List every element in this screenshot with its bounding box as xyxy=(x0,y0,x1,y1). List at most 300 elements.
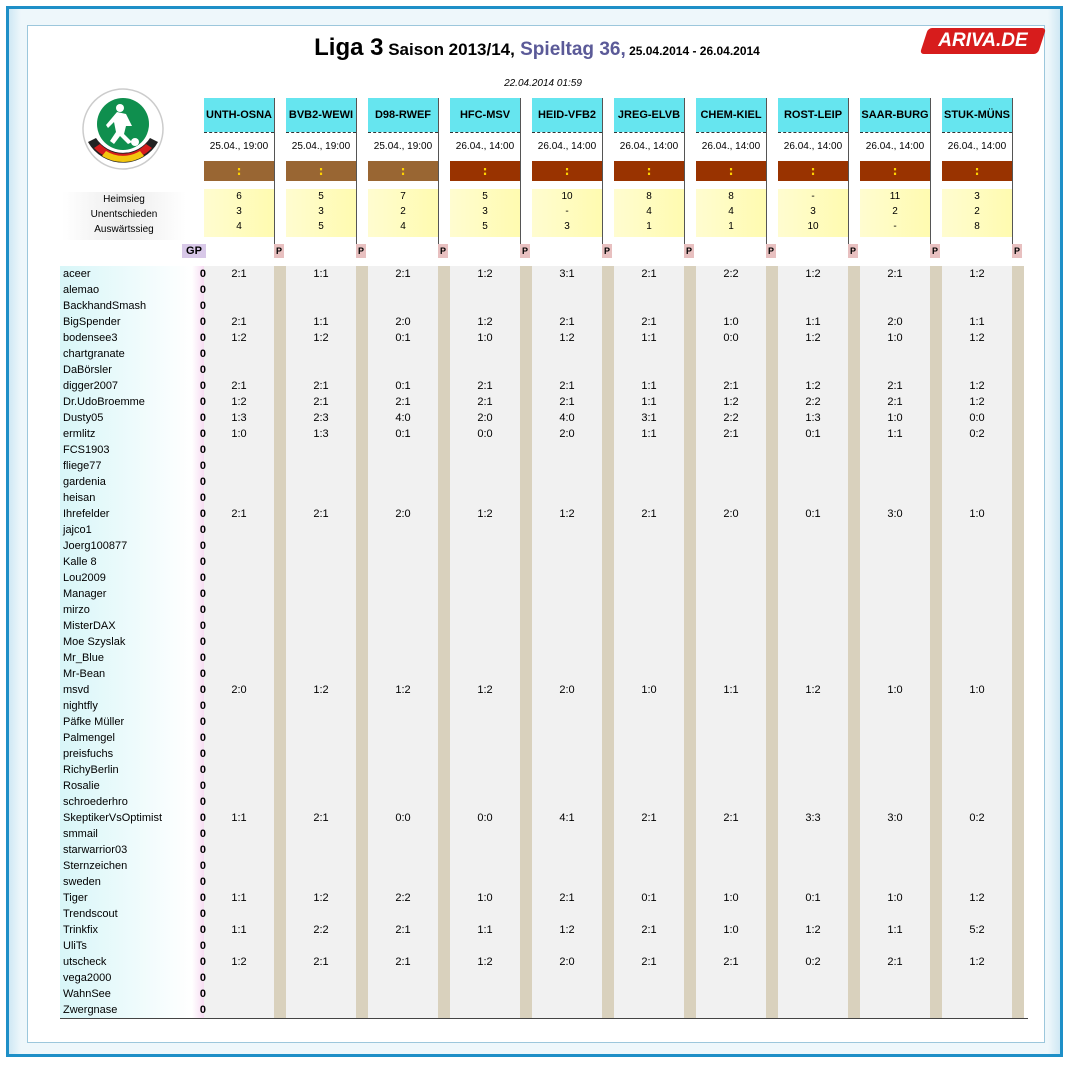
table-row xyxy=(60,490,1028,506)
liga3-logo-icon xyxy=(80,86,166,172)
tipp-cell: 1:2 xyxy=(969,892,985,904)
player-name[interactable]: aceer xyxy=(63,268,91,280)
ariva-logo[interactable] xyxy=(920,28,1046,54)
player-points: 0 xyxy=(199,636,206,648)
stat-draw-count: 2 xyxy=(400,206,406,217)
player-points: 0 xyxy=(199,524,206,536)
player-name[interactable]: Dusty05 xyxy=(63,412,104,424)
tipp-cell: 1:0 xyxy=(723,316,739,328)
table-row xyxy=(60,890,1028,906)
player-name[interactable]: BackhandSmash xyxy=(63,300,147,312)
tipp-cell: 2:1 xyxy=(395,396,411,408)
tipp-cell: 2:1 xyxy=(231,508,247,520)
stat-away-count: 10 xyxy=(807,221,819,232)
tipp-cell: 2:1 xyxy=(559,316,575,328)
match-code[interactable]: D98-RWEF xyxy=(368,98,438,132)
match-column xyxy=(286,98,356,237)
player-name[interactable]: digger2007 xyxy=(63,380,119,392)
player-name[interactable]: FCS1903 xyxy=(63,444,110,456)
table-row xyxy=(60,826,1028,842)
tipp-cell: 1:2 xyxy=(231,332,247,344)
match-tipp-stats xyxy=(286,189,356,237)
player-points: 0 xyxy=(199,924,206,936)
table-row xyxy=(60,874,1028,890)
tipp-cell: 1:1 xyxy=(477,924,493,936)
tipp-sheet xyxy=(27,25,1045,1043)
player-points: 0 xyxy=(199,956,206,968)
player-points: 0 xyxy=(199,284,206,296)
tipp-cell: 1:2 xyxy=(805,924,821,936)
tipp-cell: 1:1 xyxy=(641,332,657,344)
match-code[interactable]: ROST-LEIP xyxy=(778,98,848,132)
table-row xyxy=(60,650,1028,666)
match-tipp-stats xyxy=(860,189,930,237)
table-row xyxy=(60,554,1028,570)
tipp-cell: 2:1 xyxy=(559,396,575,408)
table-row xyxy=(60,970,1028,986)
player-name[interactable]: RichyBerlin xyxy=(63,764,119,776)
player-points: 0 xyxy=(199,732,206,744)
tipp-cell: 1:2 xyxy=(969,332,985,344)
match-code[interactable]: HEID-VFB2 xyxy=(532,98,602,132)
tipp-cell: 2:1 xyxy=(723,812,739,824)
timestamp: 22.04.2014 01:59 xyxy=(504,78,582,89)
stat-away-count: 5 xyxy=(318,221,324,232)
tipp-cell: 2:0 xyxy=(887,316,903,328)
player-points: 0 xyxy=(199,668,206,680)
player-name[interactable]: SkeptikerVsOptimist xyxy=(63,812,163,824)
table-row xyxy=(60,810,1028,826)
tipp-cell: 5:2 xyxy=(969,924,985,936)
tipp-cell: 1:0 xyxy=(887,412,903,424)
tipp-cell: 1:1 xyxy=(231,924,247,936)
stat-draw-count: 2 xyxy=(892,206,898,217)
stat-away-count: 4 xyxy=(236,221,242,232)
match-tipp-stats xyxy=(368,189,438,237)
points-header: P xyxy=(603,246,610,256)
table-row xyxy=(60,426,1028,442)
player-name[interactable]: Moe Szyslak xyxy=(63,636,126,648)
table-row xyxy=(60,458,1028,474)
tipp-cell: 1:2 xyxy=(477,316,493,328)
tipp-cell: 1:1 xyxy=(641,428,657,440)
tipp-cell: 1:1 xyxy=(723,684,739,696)
match-code[interactable]: UNTH-OSNA xyxy=(204,98,274,132)
player-name[interactable]: Manager xyxy=(63,588,107,600)
title-saison: Saison 2013/14, xyxy=(383,40,515,59)
tipp-cell: 1:2 xyxy=(477,956,493,968)
player-name[interactable]: Joerg100877 xyxy=(63,540,128,552)
tipp-cell: 2:0 xyxy=(477,412,493,424)
match-tipp-stats xyxy=(778,189,848,237)
stat-draw-count: 3 xyxy=(810,206,816,217)
player-name[interactable]: bodensee3 xyxy=(63,332,118,344)
table-row xyxy=(60,602,1028,618)
tipp-cell: 1:0 xyxy=(641,684,657,696)
match-code[interactable]: HFC-MSV xyxy=(450,98,520,132)
tipp-cell: 1:2 xyxy=(805,684,821,696)
player-name[interactable]: utscheck xyxy=(63,956,107,968)
player-name[interactable]: Palmengel xyxy=(63,732,115,744)
tipp-cell: 3:0 xyxy=(887,508,903,520)
player-points: 0 xyxy=(199,652,206,664)
match-column xyxy=(778,98,848,237)
player-name[interactable]: schroederhro xyxy=(63,796,128,808)
tipp-cell: 2:0 xyxy=(395,316,411,328)
column-divider xyxy=(438,98,439,244)
points-header: P xyxy=(521,246,528,256)
column-divider xyxy=(930,98,931,244)
tipp-cell: 2:1 xyxy=(559,380,575,392)
tipp-cell: 1:2 xyxy=(559,924,575,936)
player-points: 0 xyxy=(199,700,206,712)
tipp-cell: 1:2 xyxy=(559,508,575,520)
player-name[interactable]: Ihrefelder xyxy=(63,508,110,520)
tipp-cell: 2:1 xyxy=(887,268,903,280)
column-divider xyxy=(684,98,685,244)
tipp-cell: 1:2 xyxy=(969,268,985,280)
match-code[interactable]: CHEM-KIEL xyxy=(696,98,766,132)
table-row xyxy=(60,858,1028,874)
stat-home-count: 8 xyxy=(646,191,652,202)
player-points: 0 xyxy=(199,556,206,568)
player-name[interactable]: chartgranate xyxy=(63,348,125,360)
player-points: 0 xyxy=(199,492,206,504)
stat-draw-count: 4 xyxy=(646,206,652,217)
player-name[interactable]: heisan xyxy=(63,492,96,504)
tipp-cell: 1:2 xyxy=(313,892,329,904)
stat-home-count: 10 xyxy=(561,191,573,202)
tipp-cell: 1:1 xyxy=(313,268,329,280)
tipp-cell: 1:0 xyxy=(887,892,903,904)
player-name[interactable]: nightfly xyxy=(63,700,98,712)
match-date: 25.04., 19:00 xyxy=(286,132,356,161)
tipp-cell: 2:1 xyxy=(313,812,329,824)
player-name[interactable]: Päfke Müller xyxy=(63,716,125,728)
table-row xyxy=(60,906,1028,922)
player-points: 0 xyxy=(199,620,206,632)
column-divider xyxy=(274,98,275,244)
player-name[interactable]: sweden xyxy=(63,876,101,888)
tipp-cell: 0:2 xyxy=(969,428,985,440)
player-name[interactable]: jajco1 xyxy=(63,524,92,536)
player-points: 0 xyxy=(199,908,206,920)
tipp-cell: 4:0 xyxy=(559,412,575,424)
match-tipp-stats xyxy=(532,189,602,237)
tipp-cell: 0:1 xyxy=(805,892,821,904)
stat-home-count: 5 xyxy=(482,191,488,202)
table-row xyxy=(60,682,1028,698)
tipp-cell: 1:1 xyxy=(887,428,903,440)
table-row xyxy=(60,522,1028,538)
tipp-cell: 2:0 xyxy=(559,956,575,968)
tipp-cell: 3:1 xyxy=(641,412,657,424)
tipp-cell: 2:2 xyxy=(313,924,329,936)
match-tipp-stats xyxy=(696,189,766,237)
table-row xyxy=(60,794,1028,810)
player-name[interactable]: Mr_Blue xyxy=(63,652,104,664)
tipp-cell: 2:1 xyxy=(887,956,903,968)
match-date: 26.04., 14:00 xyxy=(942,132,1012,161)
tipp-cell: 0:0 xyxy=(395,812,411,824)
tipp-cell: 1:1 xyxy=(313,316,329,328)
table-row xyxy=(60,730,1028,746)
match-code[interactable]: STUK-MÜNS xyxy=(942,98,1012,132)
stat-home-count: - xyxy=(811,191,815,202)
player-name[interactable]: Lou2009 xyxy=(63,572,106,584)
tipp-cell: 0:0 xyxy=(477,812,493,824)
tipp-cell: 2:1 xyxy=(641,268,657,280)
table-row xyxy=(60,954,1028,970)
tipp-cell: 1:2 xyxy=(231,956,247,968)
player-name[interactable]: Trinkfix xyxy=(63,924,99,936)
tipp-cell: 1:1 xyxy=(969,316,985,328)
player-name[interactable]: smmail xyxy=(63,828,98,840)
stat-away-count: 4 xyxy=(400,221,406,232)
player-name[interactable]: vega2000 xyxy=(63,972,112,984)
tipp-cell: 2:1 xyxy=(477,396,493,408)
player-points: 0 xyxy=(199,780,206,792)
tipp-cell: 2:1 xyxy=(641,508,657,520)
player-name[interactable]: Mr-Bean xyxy=(63,668,106,680)
tipp-cell: 2:1 xyxy=(641,956,657,968)
stat-home-count: 6 xyxy=(236,191,242,202)
table-row xyxy=(60,298,1028,314)
tipp-cell: 0:0 xyxy=(477,428,493,440)
tipp-cell: 2:1 xyxy=(559,892,575,904)
player-name[interactable]: fliege77 xyxy=(63,460,102,472)
stat-label-home: Heimsieg xyxy=(103,194,145,205)
table-row xyxy=(60,1002,1028,1018)
column-divider xyxy=(602,98,603,244)
stat-home-count: 11 xyxy=(889,191,901,202)
player-points: 0 xyxy=(199,396,206,408)
table-row xyxy=(60,714,1028,730)
tipp-cell: 0:0 xyxy=(969,412,985,424)
player-points: 0 xyxy=(199,860,206,872)
player-points: 0 xyxy=(199,412,206,424)
stat-away-count: 1 xyxy=(728,221,734,232)
tipp-cell: 2:0 xyxy=(395,508,411,520)
table-row xyxy=(60,378,1028,394)
player-name[interactable]: MisterDAX xyxy=(63,620,116,632)
points-header: P xyxy=(849,246,856,256)
player-points: 0 xyxy=(199,428,206,440)
stat-draw-count: 3 xyxy=(482,206,488,217)
player-points: 0 xyxy=(199,572,206,584)
tipp-cell: 2:1 xyxy=(313,380,329,392)
match-result: : xyxy=(696,161,766,181)
match-column xyxy=(696,98,766,237)
player-points: 0 xyxy=(199,940,206,952)
match-result: : xyxy=(614,161,684,181)
match-result: : xyxy=(286,161,356,181)
player-points: 0 xyxy=(199,892,206,904)
match-tipp-stats xyxy=(450,189,520,237)
table-row xyxy=(60,266,1028,282)
tipp-cell: 1:1 xyxy=(887,924,903,936)
match-column xyxy=(614,98,684,237)
table-row xyxy=(60,698,1028,714)
points-header: P xyxy=(439,246,446,256)
tipp-cell: 1:2 xyxy=(559,332,575,344)
player-points: 0 xyxy=(199,972,206,984)
tipp-cell: 3:0 xyxy=(887,812,903,824)
player-name[interactable]: DaBörsler xyxy=(63,364,112,376)
table-row xyxy=(60,538,1028,554)
player-points: 0 xyxy=(199,604,206,616)
tipp-cell: 2:1 xyxy=(723,956,739,968)
tipp-cell: 2:0 xyxy=(559,428,575,440)
tipp-cell: 1:0 xyxy=(887,332,903,344)
tipp-cell: 1:2 xyxy=(805,268,821,280)
tipp-cell: 1:1 xyxy=(805,316,821,328)
tipp-cell: 0:1 xyxy=(805,428,821,440)
stat-home-count: 8 xyxy=(728,191,734,202)
player-points: 0 xyxy=(199,748,206,760)
tipp-cell: 1:1 xyxy=(231,812,247,824)
tipp-cell: 2:1 xyxy=(231,380,247,392)
player-name[interactable]: Kalle 8 xyxy=(63,556,97,568)
player-name[interactable]: gardenia xyxy=(63,476,106,488)
tipp-cell: 2:1 xyxy=(395,956,411,968)
player-name[interactable]: Sternzeichen xyxy=(63,860,128,872)
player-name[interactable]: BigSpender xyxy=(63,316,121,328)
stat-home-count: 7 xyxy=(400,191,406,202)
match-result: : xyxy=(942,161,1012,181)
match-date: 26.04., 14:00 xyxy=(532,132,602,161)
table-row xyxy=(60,362,1028,378)
player-name[interactable]: msvd xyxy=(63,684,90,696)
player-points: 0 xyxy=(199,684,206,696)
player-name[interactable]: Zwergnase xyxy=(63,1004,118,1016)
match-code[interactable]: SAAR-BURG xyxy=(860,98,930,132)
player-points: 0 xyxy=(199,716,206,728)
match-column xyxy=(204,98,274,237)
tipp-cell: 1:0 xyxy=(231,428,247,440)
player-name[interactable]: preisfuchs xyxy=(63,748,114,760)
column-divider xyxy=(520,98,521,244)
tipp-cell: 1:0 xyxy=(969,684,985,696)
player-name[interactable]: Tiger xyxy=(63,892,88,904)
tipp-cell: 1:2 xyxy=(723,396,739,408)
match-result: : xyxy=(450,161,520,181)
tipp-cell: 1:2 xyxy=(231,396,247,408)
player-name[interactable]: UliTs xyxy=(63,940,87,952)
tipp-cell: 2:1 xyxy=(477,380,493,392)
player-points: 0 xyxy=(199,460,206,472)
tipp-cell: 2:1 xyxy=(723,380,739,392)
points-header: P xyxy=(931,246,938,256)
tipp-cell: 0:1 xyxy=(641,892,657,904)
match-column xyxy=(942,98,1012,237)
table-row xyxy=(60,586,1028,602)
tipp-cell: 1:1 xyxy=(641,380,657,392)
title-dates: 25.04.2014 - 26.04.2014 xyxy=(625,44,760,58)
stat-label-draw: Unentschieden xyxy=(90,209,158,220)
match-tipp-stats xyxy=(614,189,684,237)
match-code[interactable]: JREG-ELVB xyxy=(614,98,684,132)
player-points: 0 xyxy=(199,268,206,280)
table-row xyxy=(60,282,1028,298)
stat-label-away: Auswärtssieg xyxy=(94,224,154,235)
table-row xyxy=(60,506,1028,522)
player-name[interactable]: Rosalie xyxy=(63,780,100,792)
player-name[interactable]: mirzo xyxy=(63,604,90,616)
table-row xyxy=(60,762,1028,778)
tipp-cell: 2:1 xyxy=(231,316,247,328)
stat-away-count: - xyxy=(893,221,897,232)
tipp-cell: 2:1 xyxy=(887,396,903,408)
table-row xyxy=(60,634,1028,650)
tipp-cell: 4:0 xyxy=(395,412,411,424)
stat-away-count: 1 xyxy=(646,221,652,232)
tipp-cell: 1:1 xyxy=(641,396,657,408)
player-points: 0 xyxy=(199,812,206,824)
match-date: 26.04., 14:00 xyxy=(696,132,766,161)
player-name[interactable]: alemao xyxy=(63,284,100,296)
table-row xyxy=(60,778,1028,794)
player-points: 0 xyxy=(199,764,206,776)
player-name[interactable]: Dr.UdoBroemme xyxy=(63,396,145,408)
table-row xyxy=(60,346,1028,362)
outer-frame xyxy=(6,6,1063,1057)
stat-draw-count: 2 xyxy=(974,206,980,217)
player-points: 0 xyxy=(199,508,206,520)
match-tipp-stats xyxy=(204,189,274,237)
table-row xyxy=(60,986,1028,1002)
table-row xyxy=(60,746,1028,762)
player-name[interactable]: ermlitz xyxy=(63,428,96,440)
tipp-cell: 0:1 xyxy=(395,428,411,440)
table-row xyxy=(60,666,1028,682)
tipp-cell: 2:0 xyxy=(559,684,575,696)
match-code[interactable]: BVB2-WEWI xyxy=(286,98,356,132)
player-name[interactable]: starwarrior03 xyxy=(63,844,128,856)
points-header: P xyxy=(357,246,364,256)
title-spieltag: Spieltag 36, xyxy=(514,39,626,60)
player-name[interactable]: WahnSee xyxy=(63,988,111,1000)
player-points: 0 xyxy=(199,876,206,888)
table-row xyxy=(60,394,1028,410)
tipp-cell: 2:0 xyxy=(723,508,739,520)
column-divider xyxy=(1012,98,1013,244)
tipp-cell: 1:2 xyxy=(395,684,411,696)
tipp-cell: 1:0 xyxy=(969,508,985,520)
tipp-cell: 1:2 xyxy=(969,956,985,968)
match-column xyxy=(450,98,520,237)
tipp-cell: 2:1 xyxy=(723,428,739,440)
tipp-cell: 2:1 xyxy=(313,956,329,968)
player-points: 0 xyxy=(199,828,206,840)
tipp-cell: 1:2 xyxy=(477,684,493,696)
tipp-cell: 2:2 xyxy=(805,396,821,408)
player-name[interactable]: Trendscout xyxy=(63,908,118,920)
tipp-cell: 4:1 xyxy=(559,812,575,824)
tipp-cell: 2:1 xyxy=(641,316,657,328)
tipp-cell: 1:2 xyxy=(477,268,493,280)
player-points: 0 xyxy=(199,332,206,344)
tipp-cell: 1:2 xyxy=(805,380,821,392)
tipp-cell: 2:1 xyxy=(887,380,903,392)
player-points: 0 xyxy=(199,364,206,376)
tipp-cell: 2:2 xyxy=(723,268,739,280)
match-result: : xyxy=(778,161,848,181)
points-header: P xyxy=(685,246,692,256)
player-points: 0 xyxy=(199,380,206,392)
match-date: 26.04., 14:00 xyxy=(778,132,848,161)
stat-draw-count: 3 xyxy=(236,206,242,217)
